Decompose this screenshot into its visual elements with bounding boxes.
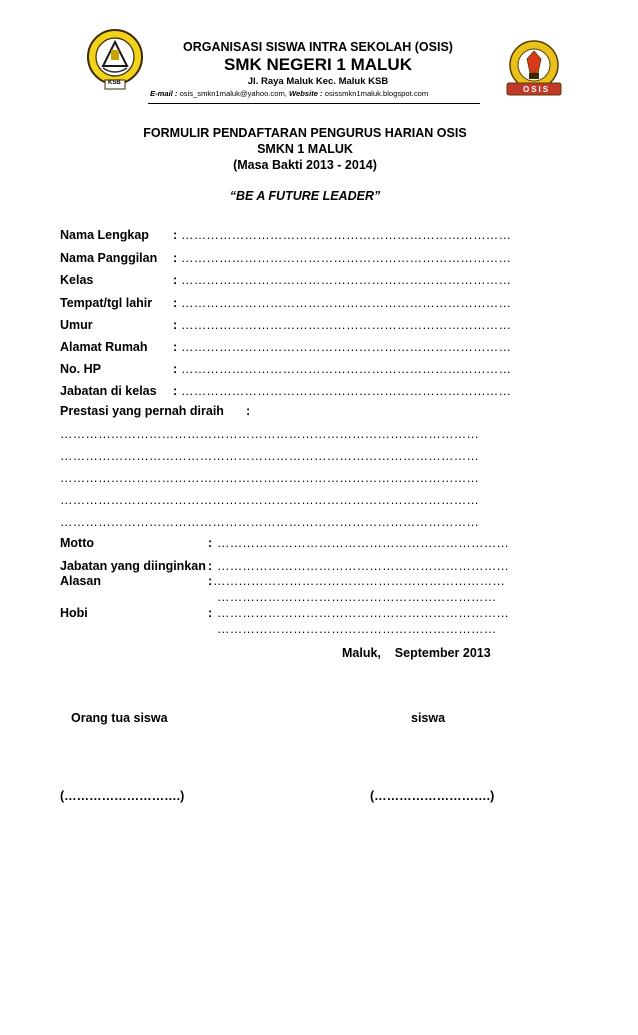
field-blank[interactable]: …………………………………………………………………… [181,362,512,376]
field-label: Nama Panggilan [60,251,158,265]
website-address: osissmkn1maluk.blogspot.com [324,89,429,98]
field-colon: : [173,362,178,376]
field-blank[interactable]: …………………………………………………………………… [181,273,512,287]
jabatan-colon: : [208,559,213,573]
field-blank[interactable]: …………………………………………………………………… [181,296,512,310]
school-name: SMK NEGERI 1 MALUK [224,55,412,74]
prestasi-line[interactable]: ……………………………………………………………………………………… [60,471,480,485]
form-slogan: “BE A FUTURE LEADER” [229,189,381,203]
motto-blank[interactable]: …………………………………………………………… [217,536,510,550]
prestasi-label: Prestasi yang pernah diraih [60,404,224,418]
hobi-blank[interactable]: …………………………………………………………… [217,606,510,620]
alasan-label: Alasan [60,574,101,588]
prestasi-line[interactable]: ……………………………………………………………………………………… [60,493,480,507]
field-label: Kelas [60,273,94,287]
left-logo-badge: KSB [108,80,121,86]
hobi-blank-2[interactable]: ………………………………………………………… [217,622,497,636]
prestasi-colon: : [246,404,251,418]
student-signature-blank[interactable]: (……………………….) [370,789,495,803]
right-logo [505,35,563,105]
field-label: Jabatan di kelas [60,384,157,398]
parent-signature-blank[interactable]: (……………………….) [60,789,185,803]
field-colon: : [173,251,178,265]
prestasi-line[interactable]: ……………………………………………………………………………………… [60,515,480,529]
prestasi-line[interactable]: ……………………………………………………………………………………… [60,449,480,463]
form-subtitle: SMKN 1 MALUK [257,142,353,156]
jabatan-label: Jabatan yang diinginkan [60,559,206,573]
field-label: Alamat Rumah [60,340,148,354]
alasan-blank-2[interactable]: ………………………………………………………… [217,590,497,604]
alasan-colon: : [208,574,213,588]
osis-emblem-icon [505,35,563,105]
field-blank[interactable]: …………………………………………………………………… [181,228,512,242]
parent-signature-title: Orang tua siswa [71,711,168,725]
hobi-label: Hobi [60,606,88,620]
field-colon: : [173,228,178,242]
motto-colon: : [208,536,213,550]
field-blank[interactable]: …………………………………………………………………… [181,251,512,265]
hobi-colon: : [208,606,213,620]
motto-label: Motto [60,536,95,550]
field-colon: : [173,340,178,354]
org-name: ORGANISASI SISWA INTRA SEKOLAH (OSIS) [183,40,453,54]
field-blank[interactable]: …………………………………………………………………… [181,318,512,332]
school-address: Jl. Raya Maluk Kec. Maluk KSB [247,76,389,87]
alasan-blank[interactable]: …………………………………………………………… [213,574,506,588]
form-period: (Masa Bakti 2013 - 2014) [233,158,377,172]
school-emblem-icon [86,20,144,100]
contact-line [150,89,485,98]
website-label: Website : [289,89,323,98]
header-divider [148,103,480,104]
place-date: Maluk, September 2013 [342,646,491,660]
form-title: FORMULIR PENDAFTARAN PENGURUS HARIAN OSIS [143,126,467,140]
email-label: E-mail : [150,89,178,98]
field-blank[interactable]: …………………………………………………………………… [181,340,512,354]
right-logo-text: OSIS [523,85,551,94]
field-blank[interactable]: …………………………………………………………………… [181,384,512,398]
field-label: Umur [60,318,93,332]
field-label: No. HP [60,362,101,376]
field-label: Tempat/tgl lahir [60,296,153,310]
field-colon: : [173,273,178,287]
field-colon: : [173,318,178,332]
left-logo [86,20,144,100]
field-colon: : [173,384,178,398]
email-address: osis_smkn1maluk@yahoo.com, [179,89,287,98]
jabatan-blank[interactable]: …………………………………………………………… [217,559,510,573]
field-label: Nama Lengkap [60,228,149,242]
student-signature-title: siswa [411,711,446,725]
field-colon: : [173,296,178,310]
prestasi-line[interactable]: ……………………………………………………………………………………… [60,427,480,441]
